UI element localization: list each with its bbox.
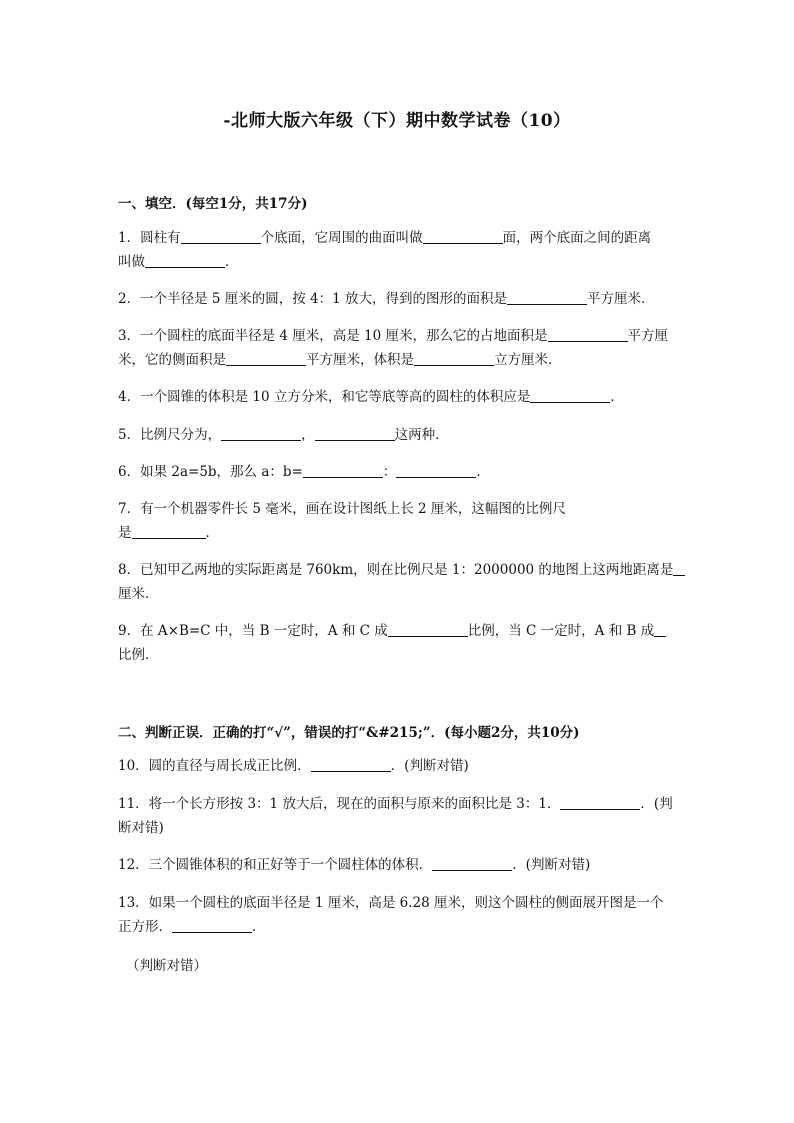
answer-blank[interactable] [311, 758, 391, 773]
question-text: ．(判断对错) [390, 758, 469, 774]
question-5 [118, 423, 678, 447]
question-text: 10．圆的直径与周长成正比例． [118, 758, 311, 774]
section-heading-fill-in: 一、填空．(每空1分，共17分) [118, 196, 308, 212]
question-text: 5．比例尺分为， [118, 427, 222, 443]
question-text: 断对错) [118, 820, 164, 836]
question-text: ．(判 [640, 796, 673, 812]
answer-blank[interactable] [654, 623, 666, 638]
section-heading-true-false: 二、判断正误．正确的打“√”，错误的打“&#215;”．(每小题2分，共10分) [118, 725, 580, 741]
question-1 [118, 226, 678, 274]
judge-note: （判断对错） [126, 958, 207, 974]
question-7 [118, 497, 678, 545]
answer-blank[interactable] [548, 328, 628, 343]
answer-blank[interactable] [673, 562, 685, 577]
question-text: ． [610, 389, 624, 405]
question-6 [118, 460, 678, 484]
answer-blank[interactable] [560, 796, 640, 811]
question-text: 2．一个半径是 5 厘米的圆，按 4：1 放大，得到的图形的面积是 [118, 291, 508, 307]
question-text: 9．在 A×B=C 中，当 B 一定时，A 和 C 成 [118, 623, 388, 639]
answer-blank[interactable] [172, 919, 252, 934]
question-text: 比例，当 C 一定时，A 和 B 成 [467, 623, 655, 639]
question-8 [118, 558, 678, 606]
question-text: 这两种． [394, 427, 449, 443]
question-text: ． [252, 919, 266, 935]
question-2 [118, 287, 678, 311]
answer-blank[interactable] [423, 230, 503, 245]
answer-blank[interactable] [388, 623, 468, 638]
question-text: 8．已知甲乙两地的实际距离是 760km，则在比例尺是 1：2000000 的地图上这两地距离是 [118, 562, 674, 578]
question-text: 比例． [118, 647, 159, 663]
question-text: 是 [118, 525, 132, 541]
question-text: 面，两个底面之间的距离 [502, 230, 652, 246]
answer-blank[interactable] [530, 389, 610, 404]
question-12 [118, 853, 678, 877]
question-4 [118, 385, 678, 409]
answer-blank[interactable] [181, 230, 261, 245]
question-text: ． [225, 254, 239, 270]
question-text: 个底面，它周围的曲面叫做 [260, 230, 423, 246]
question-text: 米，它的侧面积是 [118, 352, 226, 368]
question-13 [118, 891, 678, 939]
question-text: ． [476, 464, 490, 480]
question-text: 6．如果 2a=5b，那么 a：b= [118, 464, 303, 480]
answer-blank[interactable] [507, 291, 587, 306]
answer-blank[interactable] [396, 464, 476, 479]
question-text: 11．将一个长方形按 3：1 放大后，现在的面积与原来的面积比是 3：1． [118, 796, 561, 812]
question-text: 正方形． [118, 919, 172, 935]
answer-blank[interactable] [303, 464, 383, 479]
question-text: 13．如果一个圆柱的底面半径是 1 厘米，高是 6.28 厘米，则这个圆柱的侧面展开图是一个 [118, 895, 664, 911]
question-text: 3．一个圆柱的底面半径是 4 厘米，高是 10 厘米，那么它的占地面积是 [118, 328, 548, 344]
question-text: 平方厘米． [587, 291, 655, 307]
question-11 [118, 792, 678, 840]
answer-blank[interactable] [145, 254, 225, 269]
question-text: 厘米． [118, 586, 159, 602]
question-text: ． [205, 525, 219, 541]
question-3 [118, 324, 678, 372]
page-title: -北师大版六年级（下）期中数学试卷（10） [223, 111, 571, 131]
question-text: 立方厘米． [494, 352, 562, 368]
answer-blank[interactable] [432, 857, 512, 872]
question-text: 12．三个圆锥体积的和正好等于一个圆柱体的体积． [118, 857, 433, 873]
question-10 [118, 754, 678, 778]
question-text: 4．一个圆锥的体积是 10 立方分米，和它等底等高的圆柱的体积应是 [118, 389, 531, 405]
question-text: 平方厘米，体积是 [306, 352, 414, 368]
answer-blank[interactable] [226, 352, 306, 367]
answer-blank[interactable] [221, 427, 301, 442]
question-9 [118, 619, 678, 667]
question-text: 叫做 [118, 254, 145, 270]
question-text: 1．圆柱有 [118, 230, 181, 246]
question-text: ： [382, 464, 397, 480]
answer-blank[interactable] [315, 427, 395, 442]
question-text: 7．有一个机器零件长 5 毫米，画在设计图纸上长 2 厘米，这幅图的比例尺 [118, 501, 566, 517]
answer-blank[interactable] [414, 352, 494, 367]
question-text: ， [301, 427, 315, 443]
question-text: ．(判断对错) [512, 857, 591, 873]
answer-blank[interactable] [132, 525, 206, 540]
question-text: 平方厘 [627, 328, 669, 344]
